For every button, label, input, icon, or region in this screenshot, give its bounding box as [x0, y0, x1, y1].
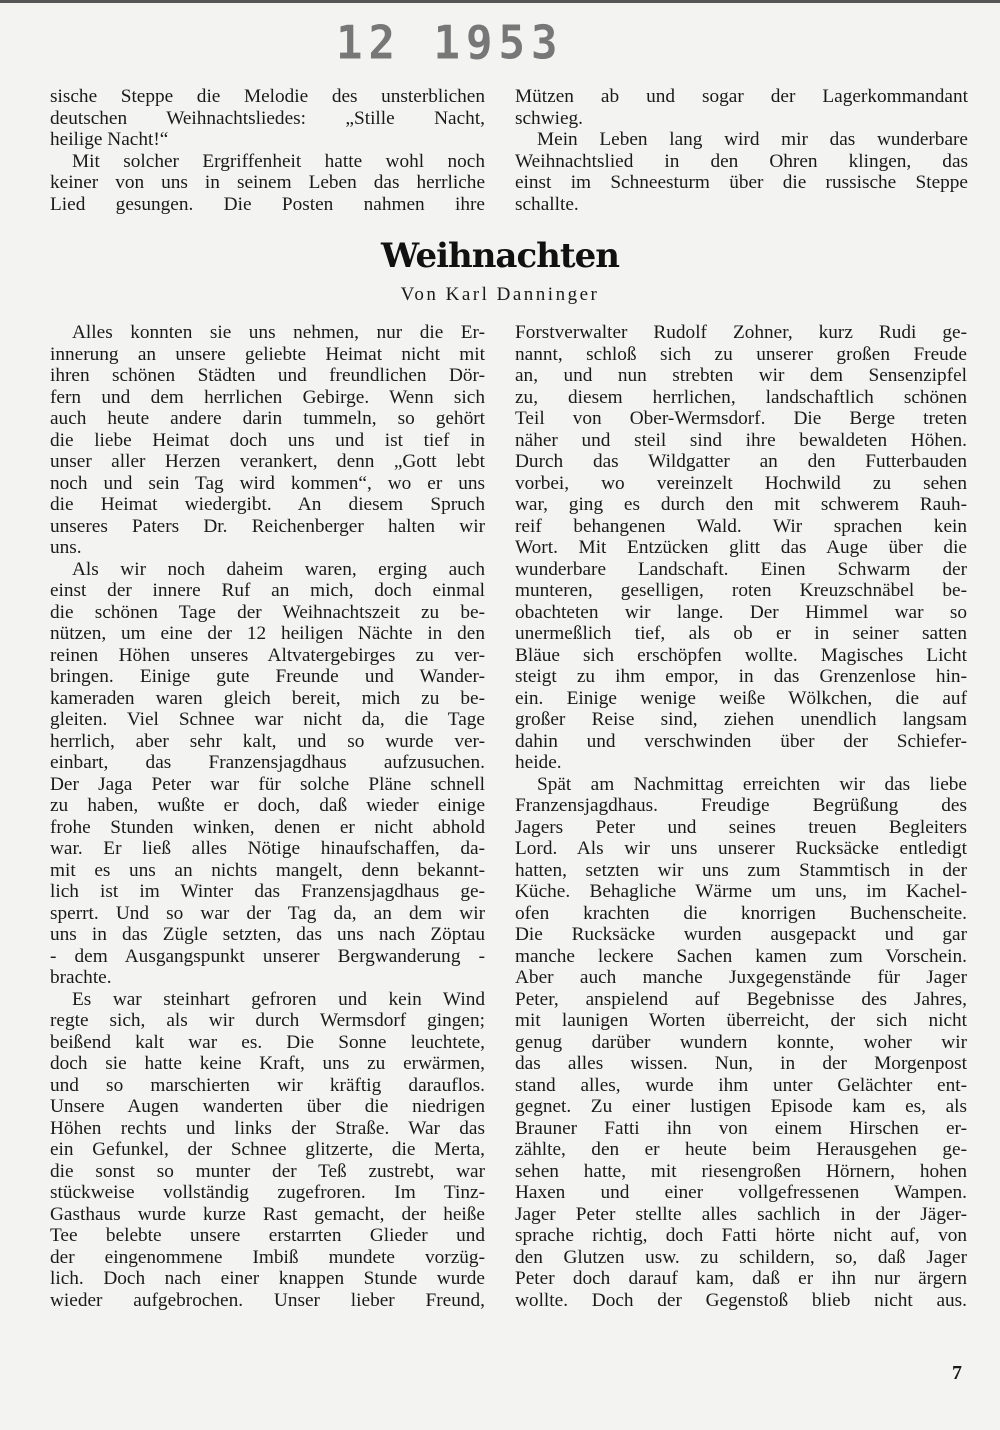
- text-line: stückweise vollständig zugefroren. Im Tinz-: [50, 1182, 485, 1203]
- text-line: die schönen Tage der Weihnachtszeit zu be-: [50, 601, 485, 623]
- text-line: Weihnachtslied in den Ohren klingen, das: [515, 150, 968, 172]
- text-line: Der Jaga Peter war für solche Pläne schnell: [50, 773, 485, 795]
- text-line: lich ist im Winter das Franzensjagdhaus ge-: [50, 881, 485, 902]
- text-line: einst der innere Ruf an mich, doch einmal: [50, 580, 485, 601]
- text-line: Es war steinhart gefroren und kein Wind: [72, 988, 485, 1010]
- page-number: 7: [952, 1362, 962, 1384]
- paragraph: [50, 559, 485, 989]
- paragraph: [515, 86, 968, 129]
- text-line: manche leckere Sachen kamen zum Vorschein.: [515, 945, 967, 967]
- text-line: Gasthaus wurde kurze Rast gemacht, der heiße: [50, 1203, 485, 1225]
- text-line: regte sich, als wir durch Wermsdorf gingen;: [50, 1010, 485, 1031]
- text-line: Peter, anspielend auf Begebnisse des Jahres,: [515, 988, 967, 1010]
- previous-article-left-column: [50, 86, 485, 215]
- text-line: beißend kalt war es. Die Sonne leuchtete,: [50, 1031, 485, 1053]
- text-line: die liebe Heimat doch uns und ist tief in: [50, 429, 485, 451]
- text-line: vorbei, wo vereinzelt Hochwild zu sehen: [515, 472, 967, 494]
- text-line: Forstverwalter Rudolf Zohner, kurz Rudi ge-: [515, 322, 967, 343]
- text-line: deutschen Weihnachtsliedes: „Stille Nacht,: [50, 107, 485, 129]
- paragraph: [515, 129, 968, 215]
- text-line: Mützen ab und sogar der Lagerkommandant: [515, 86, 968, 107]
- paragraph: [515, 774, 967, 1312]
- text-line: Lord. Als wir uns unserer Rucksäcke entledigt: [515, 838, 967, 859]
- text-line: einbart, das Franzensjagdhaus aufzusuchen.: [50, 752, 485, 773]
- text-line: großer Reise sind, ziehen unendlich langsam: [515, 709, 967, 730]
- text-line: stand alles, wurde ihm unter Gelächter ent-: [515, 1074, 967, 1096]
- text-line: Wort. Mit Entzücken glitt das Auge über die: [515, 537, 967, 558]
- text-line: der eingenommene Imbiß mundete vorzüg-: [50, 1246, 485, 1268]
- previous-article-right-column: [515, 86, 968, 215]
- text-line: Alles konnten sie uns nehmen, nur die Er-: [72, 322, 485, 343]
- text-line: Jager Peter stellte alles sachlich in der Jäger-: [515, 1203, 967, 1225]
- text-line: Spät am Nachmittag erreichten wir das liebe: [537, 773, 967, 795]
- text-line: Teil von Ober-Wermsdorf. Die Berge treten: [515, 408, 967, 429]
- text-line: Jagers Peter und seines treuen Begleiters: [515, 816, 967, 838]
- text-line: war. Er ließ alles Nötige hinaufschaffen, da-: [50, 838, 485, 859]
- text-line: sprache richtig, doch Fatti hörte nicht auf, von: [515, 1225, 967, 1246]
- text-line: auch heute andere darin tummeln, so gehört: [50, 408, 485, 429]
- text-line: schwieg.: [515, 107, 584, 129]
- text-line: - dem Ausgangspunkt unserer Bergwanderung -: [50, 945, 485, 967]
- text-line: unser aller Herzen verankert, denn „Gott lebt: [50, 451, 485, 472]
- text-line: noch und sein Tag wird kommen“, wo er uns: [50, 472, 485, 494]
- text-line: mit launigen Worten überreicht, der sich nicht: [515, 1010, 967, 1031]
- text-line: bringen. Einige gute Freunde und Wander-: [50, 666, 485, 687]
- text-line: frohe Stunden winken, denen er nicht abhold: [50, 816, 485, 838]
- text-line: zählte, den er heute beim Herausgehen ge-: [515, 1139, 967, 1160]
- text-line: hatten, setzten wir uns zum Stammtisch in der: [515, 859, 967, 881]
- text-line: ein Gefunkel, der Schnee glitzerte, die Merta,: [50, 1139, 485, 1160]
- text-line: sische Steppe die Melodie des unsterblichen: [50, 86, 485, 107]
- paragraph: [515, 322, 967, 774]
- text-line: ofen krachten die knorrigen Buchenscheite.: [515, 902, 967, 924]
- text-line: zu haben, wußte er doch, daß wieder einige: [50, 795, 485, 816]
- page-edge: [0, 0, 1000, 3]
- article-title: Weihnachten: [381, 236, 619, 276]
- text-line: und so marschierten wir kräftig darauflos.: [50, 1074, 485, 1096]
- text-line: keiner von uns in seinem Leben das herrliche: [50, 172, 485, 193]
- text-line: ein. Einige wenige weiße Wölkchen, die auf: [515, 687, 967, 709]
- text-line: das alles wissen. Nun, in der Morgenpost: [515, 1053, 967, 1074]
- text-line: uns.: [50, 537, 82, 558]
- text-line: nützen, um eine der 12 heiligen Nächte in den: [50, 623, 485, 644]
- text-line: Küche. Behagliche Wärme um uns, im Kachel-: [515, 881, 967, 902]
- text-line: Mein Leben lang wird mir das wunderbare: [537, 129, 968, 150]
- text-line: näher und steil sind ihre bewaldeten Höhen.: [515, 429, 967, 451]
- text-line: Unsere Augen wanderten über die niedrigen: [50, 1096, 485, 1117]
- text-line: innerung an unsere geliebte Heimat nicht mit: [50, 343, 485, 365]
- text-line: Durch das Wildgatter an den Futterbauden: [515, 451, 967, 472]
- text-line: mit es uns an nichts mangelt, denn bekannt-: [50, 859, 485, 881]
- text-line: die Heimat wiedergibt. An diesem Spruch: [50, 494, 485, 515]
- text-line: Peter doch darauf kam, daß er ihn nur ärgern: [515, 1268, 967, 1289]
- text-line: sperrt. Und so war der Tag da, an dem wir: [50, 902, 485, 924]
- text-line: den Glutzen usw. zu schildern, so, daß Jager: [515, 1246, 967, 1268]
- paragraph: [50, 151, 485, 216]
- text-line: dahin und verschwinden über der Schiefer-: [515, 730, 967, 752]
- text-line: sehen hatte, mit riesengroßen Hörnern, hohen: [515, 1160, 967, 1182]
- text-line: ihren schönen Städten und freundlichen Dör-: [50, 365, 485, 386]
- text-line: heide.: [515, 752, 562, 773]
- text-line: war, ging es durch den mit schwerem Rauh-: [515, 494, 967, 515]
- text-line: Die Rucksäcke wurden ausgepackt und gar: [515, 924, 967, 945]
- text-line: munteren, geselligen, roten Kreuzschnäbel be-: [515, 580, 967, 601]
- text-line: Als wir noch daheim waren, erging auch: [72, 558, 485, 580]
- article-byline: Von Karl Danninger: [400, 284, 600, 305]
- text-line: die sonst so munter der Teß zustrebt, war: [50, 1160, 485, 1182]
- text-line: zu, diesem herrlichen, landschaftlich schönen: [515, 386, 967, 408]
- text-line: an, und nun strebten wir dem Sensenzipfel: [515, 365, 967, 386]
- text-line: Franzensjagdhaus. Freudige Begrüßung des: [515, 795, 967, 816]
- date-stamp: 12 1953: [336, 16, 564, 71]
- text-line: wollte. Doch der Gegenstoß blieb nicht aus.: [515, 1289, 967, 1311]
- text-line: Haxen und einer vollgefressenen Wampen.: [515, 1182, 967, 1203]
- paragraph: [50, 989, 485, 1312]
- paragraph: [50, 322, 485, 559]
- text-line: heilige Nacht!“: [50, 129, 169, 150]
- text-line: Mit solcher Ergriffenheit hatte wohl noch: [72, 150, 485, 172]
- text-line: unseres Paters Dr. Reichenberger halten wir: [50, 515, 485, 537]
- text-line: gegnet. Zu einer lustigen Episode kam es, als: [515, 1096, 967, 1117]
- article-right-column: [515, 322, 967, 1311]
- text-line: reinen Höhen unseres Altvatergebirges zu ver-: [50, 644, 485, 666]
- text-line: Aber auch manche Juxgegenstände für Jager: [515, 967, 967, 988]
- paragraph: [50, 86, 485, 151]
- text-line: nannt, schloß sich zu unserer großen Freude: [515, 343, 967, 365]
- text-line: uns in das Zügle setzten, das uns nach Zöptau: [50, 924, 485, 945]
- text-line: genug darüber wundern konnte, woher wir: [515, 1031, 967, 1053]
- text-line: wunderbare Landschaft. Einen Schwarm der: [515, 558, 967, 580]
- text-line: brachte.: [50, 967, 112, 988]
- text-line: Lied gesungen. Die Posten nahmen ihre: [50, 193, 485, 215]
- text-line: einst im Schneesturm über die russische Steppe: [515, 172, 968, 193]
- text-line: herrlich, aber sehr kalt, und so wurde ver-: [50, 730, 485, 752]
- text-line: gleiten. Viel Schnee war nicht da, die Tage: [50, 709, 485, 730]
- text-line: kameraden waren gleich bereit, mich zu be-: [50, 687, 485, 709]
- article-left-column: [50, 322, 485, 1311]
- text-line: schallte.: [515, 193, 579, 215]
- text-line: reif behangenen Wald. Wir sprachen kein: [515, 515, 967, 537]
- text-line: lich. Doch nach einer knappen Stunde wurde: [50, 1268, 485, 1289]
- text-line: obachteten wir lange. Der Himmel war so: [515, 601, 967, 623]
- text-line: fern und dem herrlichen Gebirge. Wenn sich: [50, 386, 485, 408]
- text-line: Tee belebte unsere erstarrten Glieder und: [50, 1225, 485, 1246]
- text-line: Höhen rechts und links der Straße. War das: [50, 1117, 485, 1139]
- text-line: Brauner Fatti ihn von einem Hirschen er-: [515, 1117, 967, 1139]
- text-line: doch sie hatte keine Kraft, uns zu erwärmen,: [50, 1053, 485, 1074]
- text-line: steigt zu ihm empor, in das Grenzenlose hin-: [515, 666, 967, 687]
- text-line: Bläue sich erschöpfen wollte. Magisches Licht: [515, 644, 967, 666]
- text-line: unermeßlich tief, als ob er in seiner satten: [515, 623, 967, 644]
- text-line: wieder aufgebrochen. Unser lieber Freund,: [50, 1289, 485, 1311]
